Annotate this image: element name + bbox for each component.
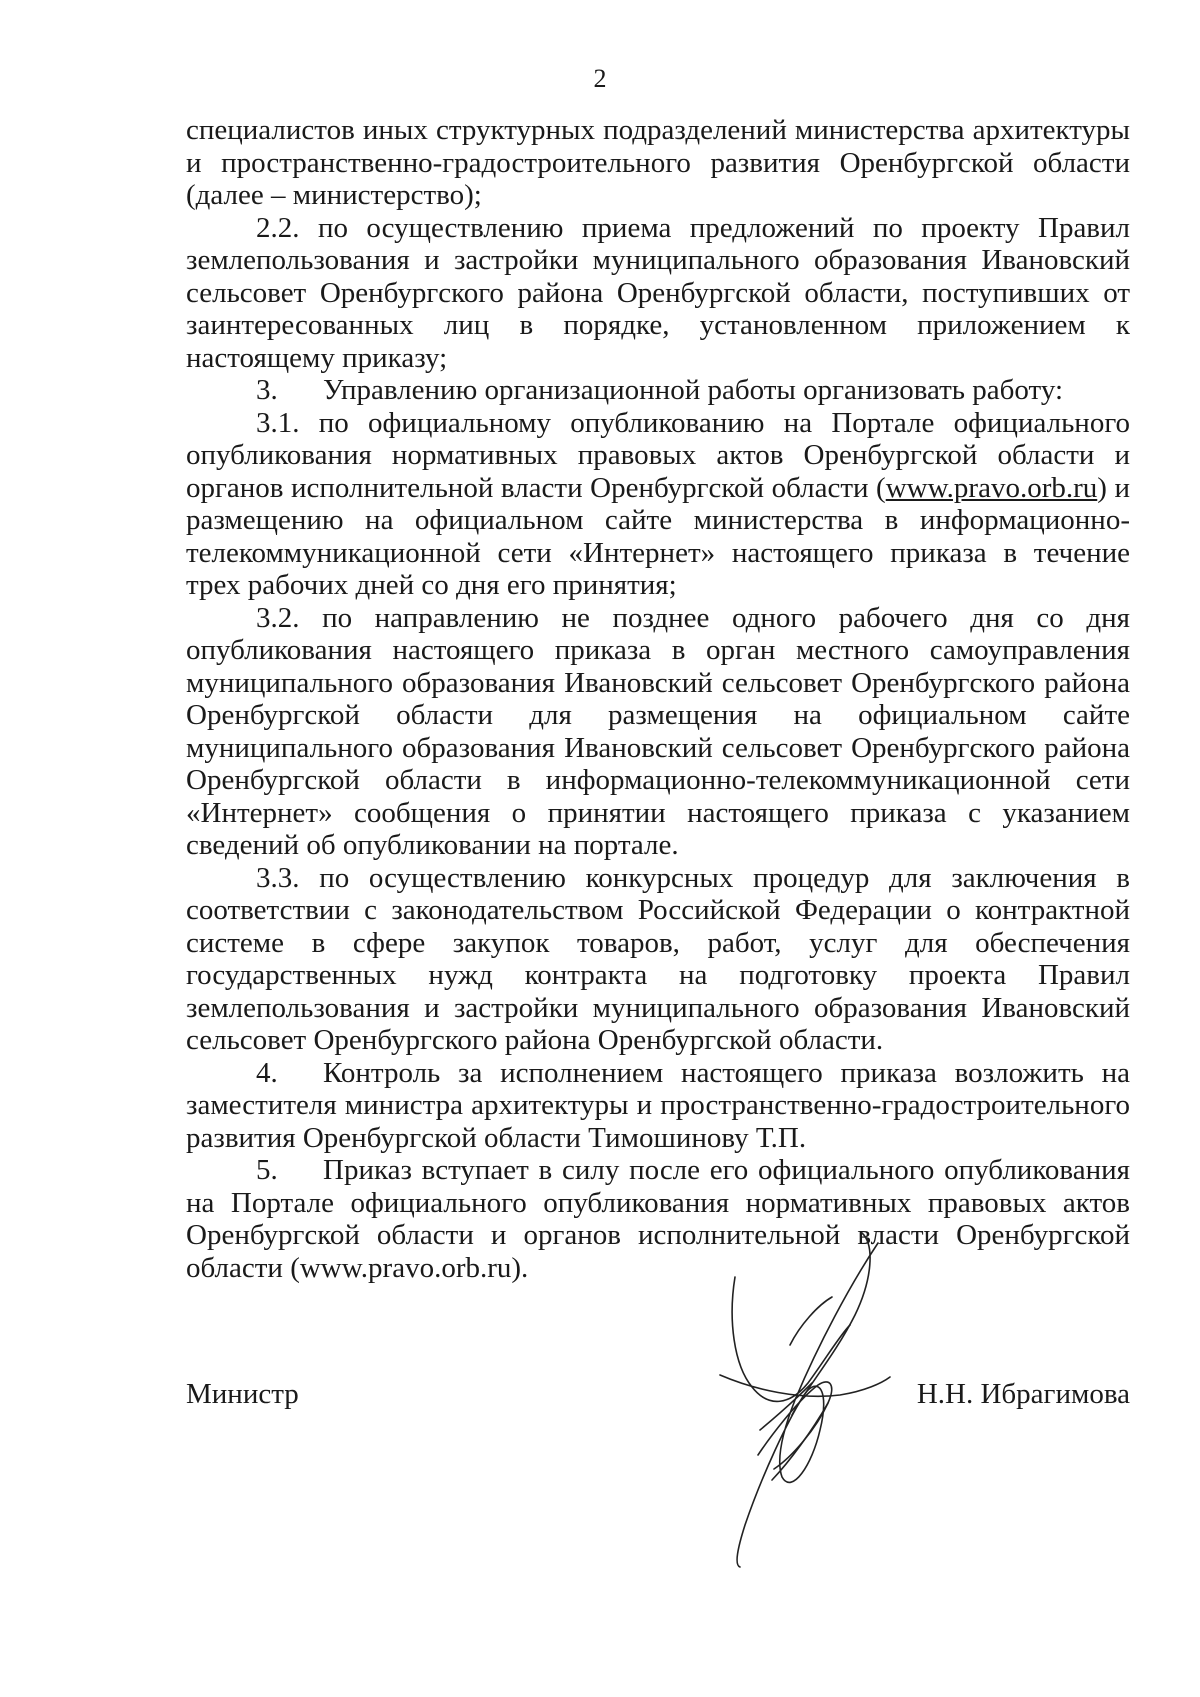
paragraph-text: Контроль за исполнением настоящего приказа возложить на заместителя министра архитектуры и пространственно-градостроительного развития Оренбургской области Тимошинову Т.П. (186, 1056, 1130, 1154)
paragraph-text: специалистов иных структурных подразделений министерства архитектуры и пространственно-градостроительного развития Оренбургской области (далее – министерство); (186, 114, 1130, 211)
paragraph-text: Приказ вступает в силу после его официального опубликования на Портале официального опубликования нормативных правовых актов Оренбургской области и органов исполнительной власти Оренбургской области (www.pravo.orb.ru). (186, 1154, 1130, 1284)
paragraph-3-1 (186, 407, 1130, 602)
paragraph-text: 3.2. по направлению не позднее одного рабочего дня со дня опубликования настоящего приказа в орган местного самоуправления муниципального образования Ивановский сельсовет Оренбургского района Оренбургской области для размещения на официальном сайте муниципального образования Ивановский сельсовет Оренбургского района Оренбургской области в информационно-телекоммуникационной сети «Интернет» сообщения о принятии настоящего приказа с указанием сведений об опубликовании на портале. (186, 601, 1130, 861)
paragraph-number: 5. (256, 1154, 278, 1186)
paragraph-3-3 (186, 862, 1130, 1057)
paragraph-text: 3.1. по официальному опубликованию на Портале официального опубликования нормативных правовых актов Оренбургской области и органов исполнительной власти Оренбургской области ( (186, 406, 1130, 504)
page-number: 2 (593, 64, 607, 93)
paragraph-text: 2.2. по осуществлению приема предложений по проекту Правил землепользования и застройки муниципального образования Ивановский сельсовет Оренбургского района Оренбургской области, поступивших от заинтересованных лиц в порядке, установленном приложением к настоящему приказу; (186, 211, 1130, 374)
signatory-name: Н.Н. Ибрагимова (916, 1378, 1130, 1410)
paragraph-3 (186, 374, 1130, 407)
paragraph-number: 4. (256, 1056, 278, 1089)
paragraph-4 (186, 1057, 1130, 1155)
paragraph-text: ) и размещению на официальном сайте министерства в информационно-телекоммуникационной сети «Интернет» настоящего приказа в течение трех рабочих дней со дня его принятия; (186, 471, 1130, 601)
paragraph-3-2 (186, 602, 1130, 862)
signature-block (186, 1378, 1130, 1438)
pravo-portal-link[interactable]: www.pravo.orb.ru (885, 471, 1098, 504)
handwritten-signature (700, 1225, 930, 1575)
paragraph-text: 3.3. по осуществлению конкурсных процедур для заключения в соответствии с законодательством Российской Федерации о контрактной системе в сфере закупок товаров, работ, услуг для обеспечения государственных нужд контракта на подготовку проекта Правил землепользования и застройки муниципального образования Ивановский сельсовет Оренбургского района Оренбургской области. (186, 861, 1130, 1056)
signatory-title: Министр (186, 1378, 299, 1410)
paragraph-number: 3. (256, 374, 278, 406)
paragraph-continuation (186, 114, 1130, 212)
paragraph-2-2 (186, 212, 1130, 375)
paragraph-text: Управлению организационной работы организовать работу: (323, 374, 1063, 406)
paragraph-5 (186, 1154, 1130, 1284)
document-body (186, 114, 1130, 1284)
